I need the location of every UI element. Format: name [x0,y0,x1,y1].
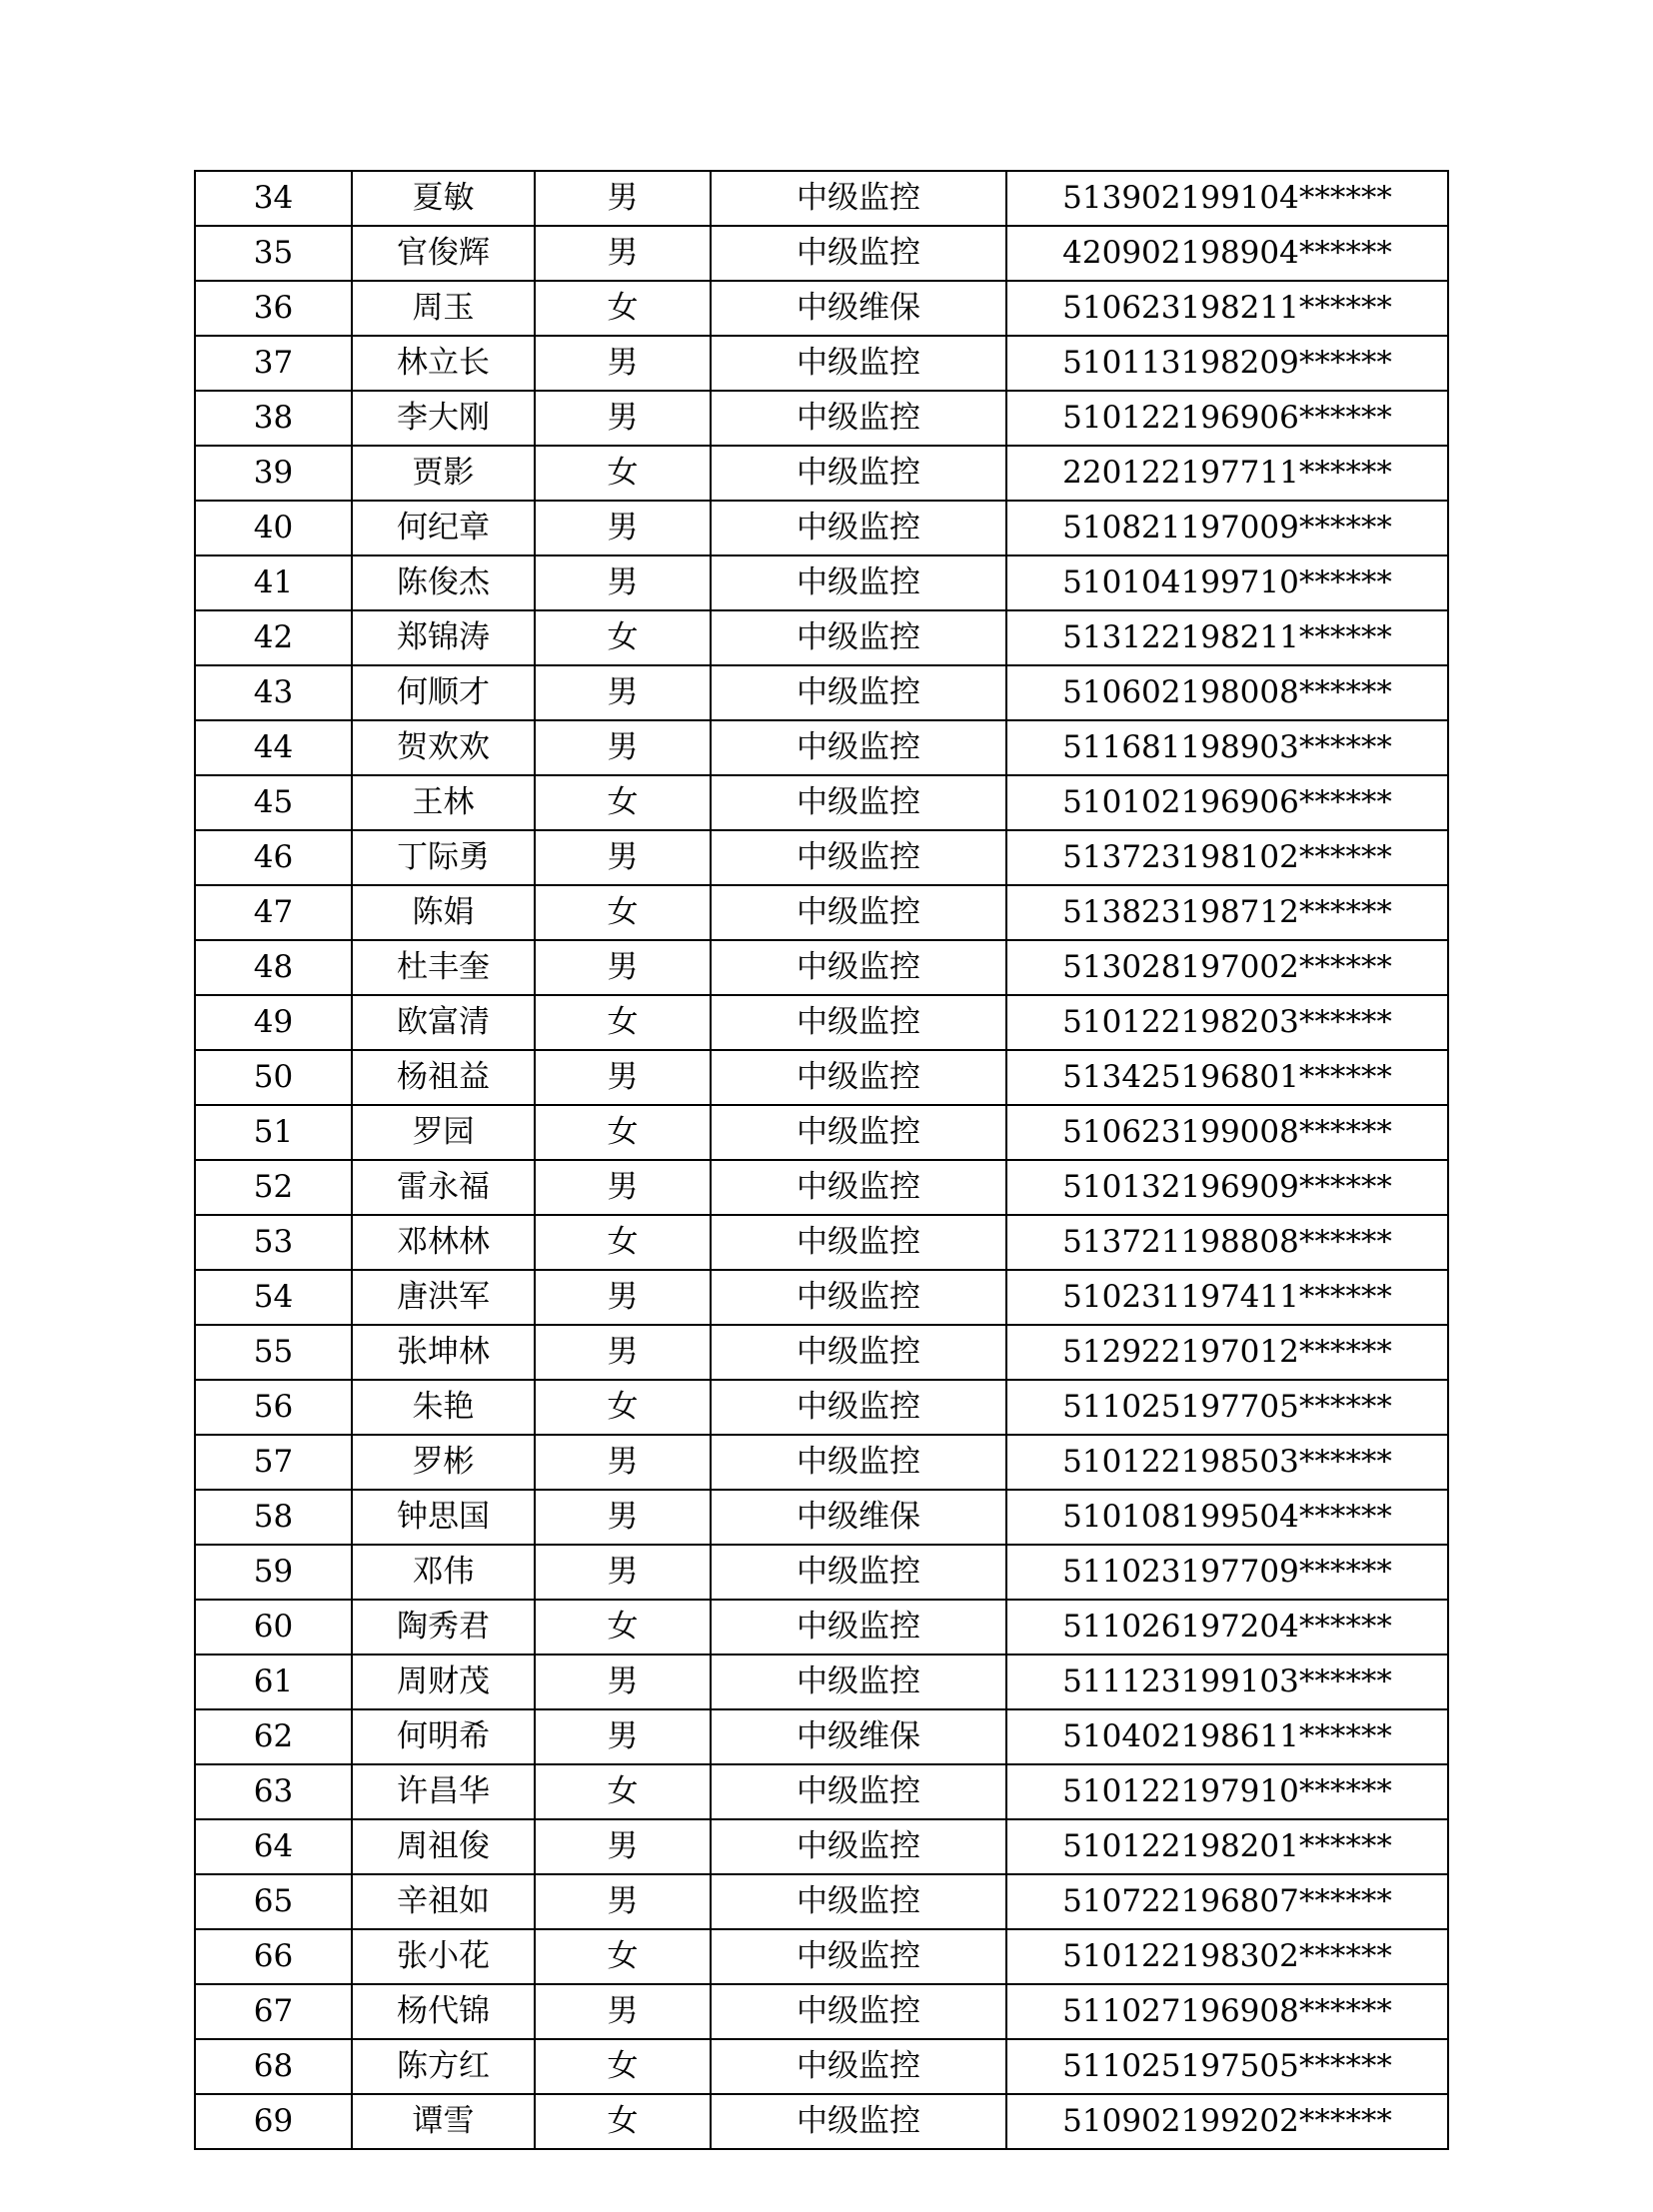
id-number-cell: 510402198611****** [1006,1709,1448,1764]
gender-cell: 男 [535,665,711,720]
certificate-level-cell: 中级监控 [711,1984,1006,2039]
name-cell: 邓林林 [352,1215,535,1270]
name-cell: 张小花 [352,1929,535,1984]
table-row [195,1545,1448,1600]
certificate-level-cell: 中级监控 [711,1929,1006,1984]
certificate-level-cell: 中级监控 [711,720,1006,775]
roster-table [194,170,1449,2150]
id-number-cell: 510104199710****** [1006,555,1448,610]
table-row [195,1764,1448,1819]
gender-cell: 女 [535,885,711,940]
row-number-cell: 49 [195,995,352,1050]
name-cell: 何顺才 [352,665,535,720]
id-number-cell: 510122198503****** [1006,1435,1448,1490]
row-number-cell: 64 [195,1819,352,1874]
name-cell: 欧富清 [352,995,535,1050]
table-row [195,226,1448,281]
id-number-cell: 511027196908****** [1006,1984,1448,2039]
certificate-level-cell: 中级监控 [711,226,1006,281]
row-number-cell: 53 [195,1215,352,1270]
gender-cell: 男 [535,1490,711,1545]
certificate-level-cell: 中级监控 [711,391,1006,446]
certificate-level-cell: 中级监控 [711,2039,1006,2094]
gender-cell: 男 [535,501,711,555]
table-row [195,1819,1448,1874]
row-number-cell: 35 [195,226,352,281]
id-number-cell: 510113198209****** [1006,336,1448,391]
table-row [195,1270,1448,1325]
row-number-cell: 36 [195,281,352,336]
id-number-cell: 510132196909****** [1006,1160,1448,1215]
gender-cell: 男 [535,940,711,995]
roster-table-body [195,171,1448,2149]
id-number-cell: 510102196906****** [1006,775,1448,830]
gender-cell: 男 [535,391,711,446]
row-number-cell: 66 [195,1929,352,1984]
table-row [195,1929,1448,1984]
table-row [195,1984,1448,2039]
row-number-cell: 58 [195,1490,352,1545]
gender-cell: 男 [535,1709,711,1764]
gender-cell: 女 [535,1215,711,1270]
certificate-level-cell: 中级监控 [711,2094,1006,2149]
row-number-cell: 37 [195,336,352,391]
row-number-cell: 42 [195,610,352,665]
row-number-cell: 50 [195,1050,352,1105]
table-row [195,1874,1448,1929]
table-row [195,446,1448,501]
certificate-level-cell: 中级监控 [711,1050,1006,1105]
id-number-cell: 510722196807****** [1006,1874,1448,1929]
table-row [195,1435,1448,1490]
row-number-cell: 40 [195,501,352,555]
id-number-cell: 511123199103****** [1006,1655,1448,1709]
name-cell: 朱艳 [352,1380,535,1435]
gender-cell: 女 [535,1105,711,1160]
id-number-cell: 513823198712****** [1006,885,1448,940]
name-cell: 陶秀君 [352,1600,535,1655]
id-number-cell: 510122198201****** [1006,1819,1448,1874]
name-cell: 周祖俊 [352,1819,535,1874]
id-number-cell: 511025197505****** [1006,2039,1448,2094]
gender-cell: 男 [535,1545,711,1600]
name-cell: 李大刚 [352,391,535,446]
table-row [195,1105,1448,1160]
gender-cell: 男 [535,555,711,610]
gender-cell: 男 [535,226,711,281]
gender-cell: 男 [535,830,711,885]
table-row [195,940,1448,995]
gender-cell: 女 [535,1764,711,1819]
gender-cell: 男 [535,1874,711,1929]
name-cell: 许昌华 [352,1764,535,1819]
table-row [195,501,1448,555]
row-number-cell: 65 [195,1874,352,1929]
row-number-cell: 38 [195,391,352,446]
certificate-level-cell: 中级监控 [711,1380,1006,1435]
certificate-level-cell: 中级监控 [711,610,1006,665]
certificate-level-cell: 中级监控 [711,1600,1006,1655]
gender-cell: 男 [535,1270,711,1325]
row-number-cell: 54 [195,1270,352,1325]
certificate-level-cell: 中级监控 [711,1874,1006,1929]
gender-cell: 男 [535,1655,711,1709]
table-row [195,1655,1448,1709]
certificate-level-cell: 中级监控 [711,171,1006,226]
certificate-level-cell: 中级监控 [711,995,1006,1050]
name-cell: 罗园 [352,1105,535,1160]
row-number-cell: 69 [195,2094,352,2149]
certificate-level-cell: 中级监控 [711,555,1006,610]
table-row [195,720,1448,775]
name-cell: 陈俊杰 [352,555,535,610]
name-cell: 罗彬 [352,1435,535,1490]
certificate-level-cell: 中级监控 [711,501,1006,555]
id-number-cell: 513122198211****** [1006,610,1448,665]
row-number-cell: 62 [195,1709,352,1764]
row-number-cell: 59 [195,1545,352,1600]
name-cell: 陈方红 [352,2039,535,2094]
certificate-level-cell: 中级监控 [711,446,1006,501]
table-row [195,336,1448,391]
name-cell: 杨祖益 [352,1050,535,1105]
gender-cell: 女 [535,1600,711,1655]
certificate-level-cell: 中级监控 [711,665,1006,720]
certificate-level-cell: 中级监控 [711,1270,1006,1325]
row-number-cell: 34 [195,171,352,226]
certificate-level-cell: 中级监控 [711,1819,1006,1874]
row-number-cell: 43 [195,665,352,720]
name-cell: 贺欢欢 [352,720,535,775]
gender-cell: 男 [535,1160,711,1215]
row-number-cell: 46 [195,830,352,885]
certificate-level-cell: 中级维保 [711,1709,1006,1764]
id-number-cell: 510122196906****** [1006,391,1448,446]
id-number-cell: 510122198203****** [1006,995,1448,1050]
name-cell: 邓伟 [352,1545,535,1600]
id-number-cell: 512922197012****** [1006,1325,1448,1380]
row-number-cell: 45 [195,775,352,830]
name-cell: 辛祖如 [352,1874,535,1929]
id-number-cell: 513721198808****** [1006,1215,1448,1270]
id-number-cell: 510122198302****** [1006,1929,1448,1984]
table-row [195,1709,1448,1764]
row-number-cell: 44 [195,720,352,775]
table-row [195,830,1448,885]
gender-cell: 男 [535,336,711,391]
gender-cell: 男 [535,1050,711,1105]
name-cell: 丁际勇 [352,830,535,885]
id-number-cell: 511025197705****** [1006,1380,1448,1435]
name-cell: 郑锦涛 [352,610,535,665]
certificate-level-cell: 中级监控 [711,1325,1006,1380]
certificate-level-cell: 中级监控 [711,1215,1006,1270]
row-number-cell: 52 [195,1160,352,1215]
table-row [195,1050,1448,1105]
row-number-cell: 57 [195,1435,352,1490]
gender-cell: 女 [535,610,711,665]
row-number-cell: 61 [195,1655,352,1709]
name-cell: 杜丰奎 [352,940,535,995]
row-number-cell: 39 [195,446,352,501]
table-row [195,885,1448,940]
certificate-level-cell: 中级监控 [711,940,1006,995]
table-row [195,665,1448,720]
gender-cell: 女 [535,995,711,1050]
table-row [195,171,1448,226]
table-row [195,1380,1448,1435]
name-cell: 杨代锦 [352,1984,535,2039]
gender-cell: 男 [535,1325,711,1380]
gender-cell: 男 [535,1435,711,1490]
name-cell: 谭雪 [352,2094,535,2149]
table-row [195,1215,1448,1270]
table-row [195,1325,1448,1380]
row-number-cell: 68 [195,2039,352,2094]
name-cell: 陈娟 [352,885,535,940]
row-number-cell: 47 [195,885,352,940]
name-cell: 周玉 [352,281,535,336]
id-number-cell: 510108199504****** [1006,1490,1448,1545]
name-cell: 何纪章 [352,501,535,555]
table-row [195,1600,1448,1655]
id-number-cell: 420902198904****** [1006,226,1448,281]
row-number-cell: 56 [195,1380,352,1435]
table-row [195,2039,1448,2094]
row-number-cell: 51 [195,1105,352,1160]
row-number-cell: 48 [195,940,352,995]
gender-cell: 女 [535,2094,711,2149]
id-number-cell: 510231197411****** [1006,1270,1448,1325]
certificate-level-cell: 中级监控 [711,775,1006,830]
certificate-level-cell: 中级监控 [711,1764,1006,1819]
table-row [195,2094,1448,2149]
name-cell: 钟思国 [352,1490,535,1545]
certificate-level-cell: 中级监控 [711,1435,1006,1490]
certificate-level-cell: 中级监控 [711,1655,1006,1709]
gender-cell: 女 [535,281,711,336]
certificate-level-cell: 中级维保 [711,1490,1006,1545]
gender-cell: 男 [535,1819,711,1874]
gender-cell: 男 [535,1984,711,2039]
name-cell: 林立长 [352,336,535,391]
certificate-level-cell: 中级监控 [711,830,1006,885]
id-number-cell: 510902199202****** [1006,2094,1448,2149]
table-row [195,775,1448,830]
name-cell: 何明希 [352,1709,535,1764]
certificate-level-cell: 中级监控 [711,336,1006,391]
row-number-cell: 63 [195,1764,352,1819]
id-number-cell: 513028197002****** [1006,940,1448,995]
name-cell: 雷永福 [352,1160,535,1215]
name-cell: 贾影 [352,446,535,501]
gender-cell: 男 [535,171,711,226]
id-number-cell: 510122197910****** [1006,1764,1448,1819]
certificate-level-cell: 中级监控 [711,885,1006,940]
id-number-cell: 510821197009****** [1006,501,1448,555]
id-number-cell: 513902199104****** [1006,171,1448,226]
id-number-cell: 513425196801****** [1006,1050,1448,1105]
id-number-cell: 220122197711****** [1006,446,1448,501]
gender-cell: 女 [535,446,711,501]
gender-cell: 女 [535,1380,711,1435]
table-row [195,610,1448,665]
name-cell: 周财茂 [352,1655,535,1709]
gender-cell: 女 [535,2039,711,2094]
row-number-cell: 67 [195,1984,352,2039]
row-number-cell: 41 [195,555,352,610]
gender-cell: 男 [535,720,711,775]
certificate-level-cell: 中级监控 [711,1160,1006,1215]
table-row [195,1160,1448,1215]
id-number-cell: 510623199008****** [1006,1105,1448,1160]
id-number-cell: 510602198008****** [1006,665,1448,720]
id-number-cell: 511681198903****** [1006,720,1448,775]
certificate-level-cell: 中级监控 [711,1105,1006,1160]
row-number-cell: 60 [195,1600,352,1655]
table-row [195,281,1448,336]
name-cell: 夏敏 [352,171,535,226]
name-cell: 王林 [352,775,535,830]
certificate-level-cell: 中级监控 [711,1545,1006,1600]
table-row [195,1490,1448,1545]
table-row [195,391,1448,446]
name-cell: 官俊辉 [352,226,535,281]
certificate-level-cell: 中级维保 [711,281,1006,336]
table-row [195,995,1448,1050]
gender-cell: 女 [535,775,711,830]
id-number-cell: 511023197709****** [1006,1545,1448,1600]
name-cell: 张坤林 [352,1325,535,1380]
id-number-cell: 511026197204****** [1006,1600,1448,1655]
id-number-cell: 513723198102****** [1006,830,1448,885]
name-cell: 唐洪军 [352,1270,535,1325]
gender-cell: 女 [535,1929,711,1984]
row-number-cell: 55 [195,1325,352,1380]
table-row [195,555,1448,610]
id-number-cell: 510623198211****** [1006,281,1448,336]
